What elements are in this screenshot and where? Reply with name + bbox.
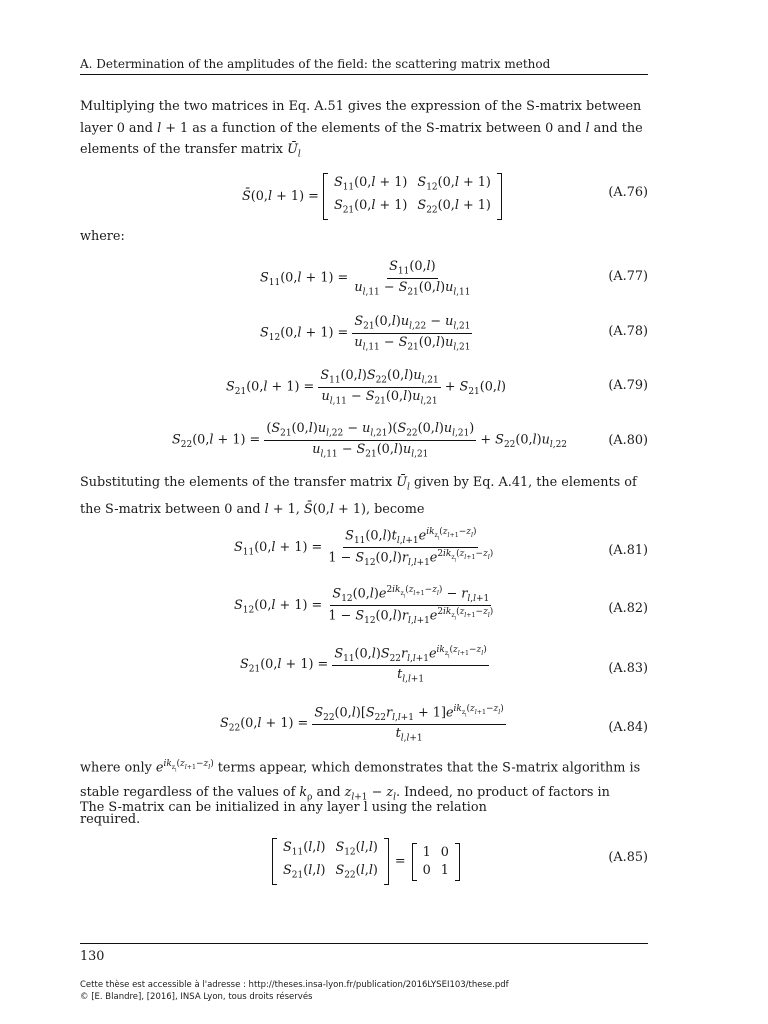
equation-number: (A.77) bbox=[608, 269, 648, 284]
paragraph-3: where only $e^{ik_{z_l}(z_{l+1}-z_l)}$ terms appear, which demonstrates that the S-matrix algorithm is stable regardless of the values of $k_\rho$ and $z_{l+1} - z_l$. Indeed, no product of factors in required. bbox=[80, 759, 641, 827]
equation-number: (A.84) bbox=[608, 720, 648, 735]
equation-number: (A.78) bbox=[608, 324, 648, 339]
equation-a83: $S_{21}(0,l + 1)$ = $S_{11}(0,l)S_{22}r_{l,l+1}e^{ik_{z_l}(z_{l+1}-z_l)}$ $t_{l,l+1}$ (A.83) bbox=[240, 645, 648, 685]
equation-a85: $S_{11}(l,l)$ $S_{12}(l,l)$ $S_{21}(l,l)$ $S_{22}(l,l)$ = 1 0 0 1 (A.85) bbox=[80, 838, 648, 878]
equation-number: (A.80) bbox=[608, 433, 648, 448]
equation-number: (A.81) bbox=[608, 543, 648, 558]
equation-a80: $S_{22}(0,l + 1)$ = $\frac{(S_{21}(0,l)u_{l,22} - u_{l,21})(S_{22}(0,l)u_{l,21})}{u_{l,11} - S_{21}(0,l)u_{l,21}}$ + $S_{22}(0,l)u_{l,22}$ (A.80) bbox=[172, 421, 648, 460]
paragraph-4: The S-matrix can be initialized in any layer l using the relation bbox=[80, 800, 487, 815]
equation-a84: $S_{22}(0,l + 1)$ = $S_{22}(0,l)[S_{22}r_{l,l+1} + 1]e^{ik_{z_l}(z_{l+1}-z_l)}$ $t_{l,l+1}$ (A.84) bbox=[220, 704, 648, 744]
footer-line-2: © [E. Blandre], [2016], INSA Lyon, tous droits réservés bbox=[80, 992, 313, 1002]
page-number: 130 bbox=[80, 943, 648, 964]
where-label: where: bbox=[80, 229, 125, 244]
equation-a82: $S_{12}(0,l + 1)$ = $S_{12}(0,l)e^{2ik_{z_l}(z_{l+1}-z_l)} - r_{l,l+1}$ $1 - S_{12}(0,l)r_{l,l+1}e^{2ik_{z_l}(z_{l+1}-z_l)}$ (A.82) bbox=[234, 585, 648, 626]
equation-number: (A.83) bbox=[608, 661, 648, 676]
equation-number: (A.79) bbox=[608, 378, 648, 393]
footer-line-1: Cette thèse est accessible à l'adresse : http://theses.insa-lyon.fr/publication/2016LYSEI103/these.pdf bbox=[80, 980, 509, 990]
paragraph-1: Multiplying the two matrices in Eq. A.51 gives the expression of the S-matrix between layer 0 and l + 1 as a function of the elements of the S-matrix between 0 and l and the elements of the transfer matrix $Ū_l$ bbox=[80, 99, 643, 160]
equation-a77: $S_{11}(0,l + 1)$ = $\frac{S_{11}(0,l)}{u_{l,11} - S_{21}(0,l)u_{l,11}}$ (A.77) bbox=[260, 259, 648, 298]
paragraph-2: Substituting the elements of the transfer matrix $Ū_l$ given by Eq. A.41, the elements of the S-matrix between 0 and l + 1, S̄(0,l + 1), become bbox=[80, 475, 637, 518]
footer bbox=[80, 979, 509, 1003]
equation-a79: $S_{21}(0,l + 1)$ = $\frac{S_{11}(0,l)S_{22}(0,l)u_{l,21}}{u_{l,11} - S_{21}(0,l)u_{l,21}}$ + $S_{21}(0,l)$ (A.79) bbox=[226, 368, 648, 407]
equation-number: (A.76) bbox=[608, 185, 648, 200]
equation-a81: $S_{11}(0,l + 1)$ = $S_{11}(0,l)t_{l,l+1}e^{ik_{z_l}(z_{l+1}-z_l)}$ $1 - S_{12}(0,l)r_{l,l+1}e^{2ik_{z_l}(z_{l+1}-z_l)}$ (A.81) bbox=[234, 527, 648, 568]
equation-a78: $S_{12}(0,l + 1)$ = $\frac{S_{21}(0,l)u_{l,22} - u_{l,21}}{u_{l,11} - S_{21}(0,l)u_{l,21}}$ (A.78) bbox=[260, 314, 648, 353]
equation-number: (A.82) bbox=[608, 601, 648, 616]
equation-a76: S̄(0,l + 1) = $S_{11}(0,l + 1)$ $S_{12}(0,l + 1)$ $S_{21}(0,l + 1)$ $S_{22}(0,l + 1)$ (A.76) bbox=[80, 173, 648, 213]
running-header: A. Determination of the amplitudes of the field: the scattering matrix method bbox=[80, 57, 648, 75]
equation-number: (A.85) bbox=[608, 850, 648, 865]
